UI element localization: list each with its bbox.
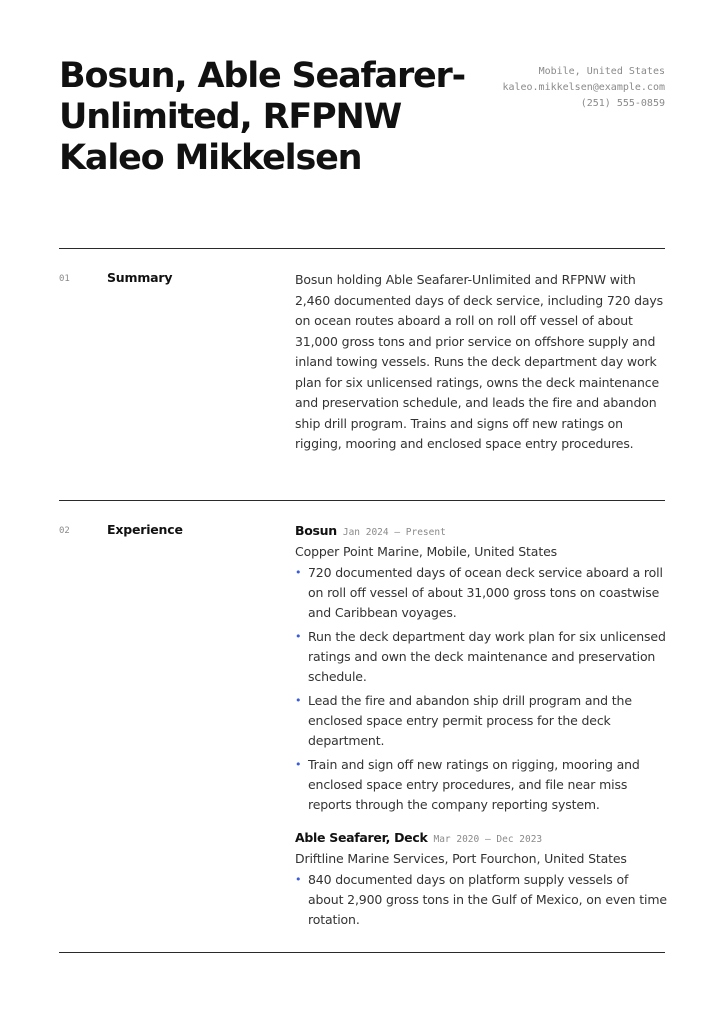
divider-experience xyxy=(59,952,665,953)
summary-text: Bosun holding Able Seafarer-Unlimited and RFPNW with 2,460 documented days of deck service, including 720 days on ocean routes aboard a roll on roll off vessel of about 31,000 gross tons and prior service on offshore supply and inland towing vessels. Runs the deck department day work plan for six unlicensed ratings, owns the deck maintenance and preservation schedule, and leads the fire and abandon ship drill program. Trains and signs off new ratings on rigging, mooring and enclosed space entry procedures. xyxy=(295,272,664,451)
job-dates: Jan 2024 – Present xyxy=(342,527,446,538)
job-bullets xyxy=(295,870,667,930)
bullet-dot-icon: • xyxy=(295,873,302,886)
divider-header xyxy=(59,248,665,249)
job-company: Driftline Marine Services, Port Fourchon, United States xyxy=(295,851,627,866)
job-header xyxy=(295,829,667,849)
job-bullets xyxy=(295,563,667,815)
bullet-dot-icon: • xyxy=(295,758,302,771)
section-number-summary: 01 xyxy=(59,274,70,284)
section-title-experience: Experience xyxy=(107,522,183,537)
candidate-name: Bosun, Able Seafarer-Unlimited, RFPNW Kaleo Mikkelsen xyxy=(59,56,465,178)
contact-email[interactable]: kaleo.mikkelsen@example.com xyxy=(502,82,665,93)
job-bullet-text: Train and sign off new ratings on rigging, mooring and enclosed space entry procedures, and file near miss reports through the company reporting system. xyxy=(308,757,640,812)
job-bullet xyxy=(295,563,667,623)
job-dates: Mar 2020 – Dec 2023 xyxy=(433,834,543,845)
job-bullet-text: 840 documented days on platform supply vessels of about 2,900 gross tons in the Gulf of Mexico, on even time rotation. xyxy=(308,872,667,927)
job-bullet xyxy=(295,691,667,751)
contact-location: Mobile, United States xyxy=(538,66,665,77)
job-header xyxy=(295,522,667,542)
section-number-experience: 02 xyxy=(59,526,70,536)
job-company: Copper Point Marine, Mobile, United States xyxy=(295,544,557,559)
section-title-summary: Summary xyxy=(107,270,173,285)
job-bullet xyxy=(295,755,667,815)
bullet-dot-icon: • xyxy=(295,630,302,643)
contact-phone[interactable]: (251) 555-0859 xyxy=(580,98,665,109)
job-title: Bosun xyxy=(295,523,337,538)
contact-block xyxy=(502,64,665,112)
bullet-dot-icon: • xyxy=(295,566,302,579)
experience-entry xyxy=(295,522,667,819)
job-bullet xyxy=(295,870,667,930)
job-bullet-text: 720 documented days of ocean deck service aboard a roll on roll off vessel of about 31,000 gross tons on coastwise and Caribbean voyages. xyxy=(308,565,663,620)
job-bullet xyxy=(295,627,667,687)
job-title: Able Seafarer, Deck xyxy=(295,830,428,845)
bullet-dot-icon: • xyxy=(295,694,302,707)
divider-summary xyxy=(59,500,665,501)
job-bullet-text: Run the deck department day work plan for six unlicensed ratings and own the deck maintenance and preservation schedule. xyxy=(308,629,666,684)
experience-entry xyxy=(295,829,667,934)
job-bullet-text: Lead the fire and abandon ship drill program and the enclosed space entry permit process for the deck department. xyxy=(308,693,632,748)
